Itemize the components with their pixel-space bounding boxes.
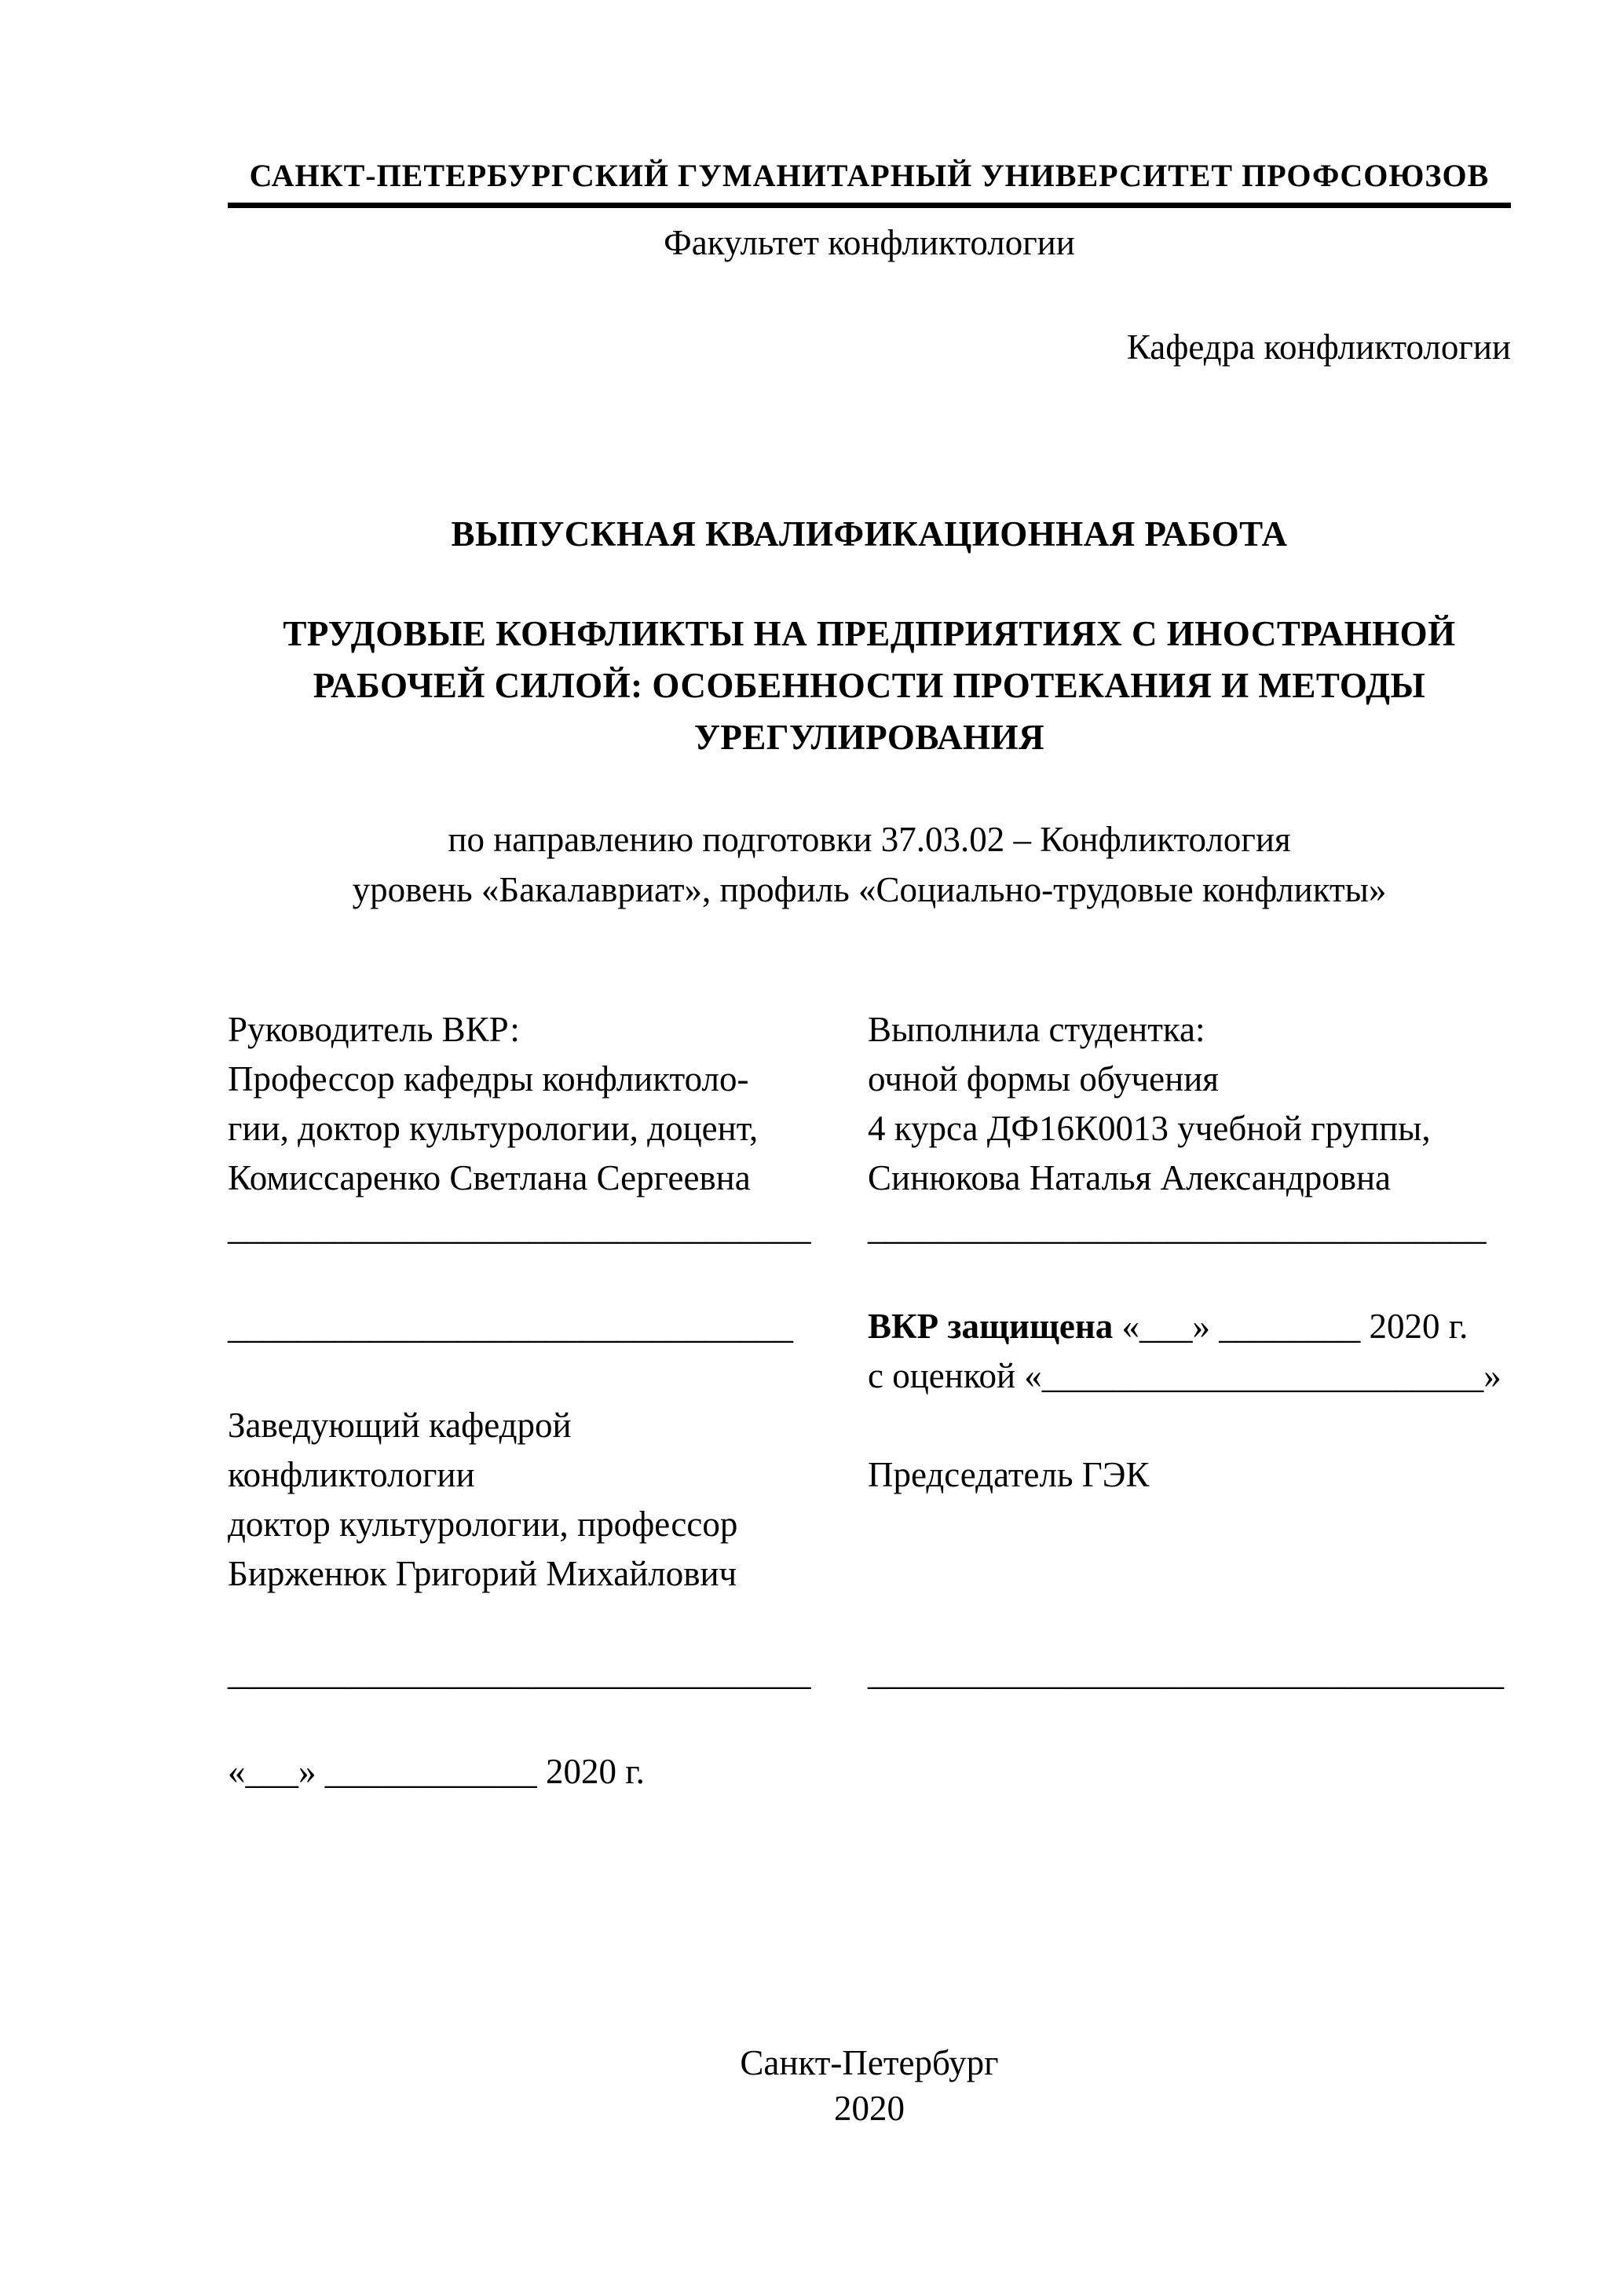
blank-line bbox=[868, 1549, 1511, 1599]
blank-line bbox=[868, 1252, 1511, 1302]
blank-line bbox=[228, 1351, 811, 1401]
defense-date-blank: «___» ________ 2020 г. bbox=[1121, 1307, 1469, 1346]
gek-chairman-signature-line: ____________________________________ bbox=[868, 1653, 1504, 1692]
year: 2020 bbox=[834, 2089, 905, 2128]
blank-line bbox=[228, 1599, 811, 1648]
department-head-position: доктор культурологии, профессор bbox=[228, 1504, 738, 1544]
signature-block bbox=[228, 1005, 1511, 1797]
department-head-signature-line-top: ________________________________ bbox=[228, 1307, 793, 1346]
supervisor-heading: Руководитель ВКР: bbox=[228, 1010, 520, 1049]
city: Санкт-Петербург bbox=[740, 2043, 999, 2082]
student-study-form: очной формы обучения bbox=[868, 1059, 1219, 1099]
department-name: Кафедра конфликтологии bbox=[1126, 327, 1511, 367]
department-head-date-line: «___» ____________ 2020 г. bbox=[228, 1752, 645, 1791]
student-name: Синюкова Наталья Александровна bbox=[868, 1158, 1392, 1197]
defense-label: ВКР защищена bbox=[868, 1307, 1114, 1346]
blank-line bbox=[228, 1252, 811, 1302]
department-head-title-line-2: конфликтологии bbox=[228, 1455, 475, 1494]
program-direction: по направлению подготовки 37.03.02 – Конфликтология bbox=[448, 820, 1291, 859]
student-heading: Выполнила студентка: bbox=[868, 1010, 1205, 1049]
university-name: САНКТ-ПЕТЕРБУРГСКИЙ ГУМАНИТАРНЫЙ УНИВЕРСИТЕТ ПРОФСОЮЗОВ bbox=[228, 157, 1511, 208]
student-column bbox=[868, 1005, 1511, 1797]
department-head-signature-line-bottom: _________________________________ bbox=[228, 1653, 811, 1692]
supervisor-signature-line: _________________________________ bbox=[228, 1208, 811, 1247]
gek-chairman-label: Председатель ГЭК bbox=[868, 1455, 1150, 1494]
thesis-title: ТРУДОВЫЕ КОНФЛИКТЫ НА ПРЕДПРИЯТИЯХ С ИНОСТРАННОЙ РАБОЧЕЙ СИЛОЙ: ОСОБЕННОСТИ ПРОТЕКАНИЯ И МЕТОДЫ УРЕГУЛИРОВАНИЯ bbox=[283, 614, 1456, 757]
program-block bbox=[228, 814, 1511, 915]
department-head-title-line-1: Заведующий кафедрой bbox=[228, 1406, 572, 1445]
student-group: 4 курса ДФ16К0013 учебной группы, bbox=[868, 1109, 1431, 1148]
supervisor-column bbox=[228, 1005, 811, 1797]
supervisor-position-line-2: гии, доктор культурологии, доцент, bbox=[228, 1109, 759, 1148]
blank-line bbox=[868, 1599, 1511, 1648]
work-type-heading: ВЫПУСКНАЯ КВАЛИФИКАЦИОННАЯ РАБОТА bbox=[451, 514, 1288, 554]
supervisor-name: Комиссаренко Светлана Сергеевна bbox=[228, 1158, 751, 1197]
faculty-name: Факультет конфликтологии bbox=[664, 223, 1075, 262]
defense-date-line bbox=[868, 1302, 1511, 1351]
program-level: уровень «Бакалавриат», профиль «Социально-трудовые конфликты» bbox=[352, 870, 1387, 909]
department-head-name: Бирженюк Григорий Михайлович bbox=[228, 1554, 737, 1593]
supervisor-position-line-1: Профессор кафедры конфликтоло- bbox=[228, 1059, 749, 1099]
blank-line bbox=[868, 1401, 1511, 1450]
footer bbox=[228, 2040, 1511, 2131]
blank-line bbox=[868, 1500, 1511, 1549]
defense-grade-line: с оценкой «_________________________» bbox=[868, 1356, 1501, 1395]
student-signature-line: ___________________________________ bbox=[868, 1208, 1487, 1247]
blank-line bbox=[228, 1698, 811, 1747]
